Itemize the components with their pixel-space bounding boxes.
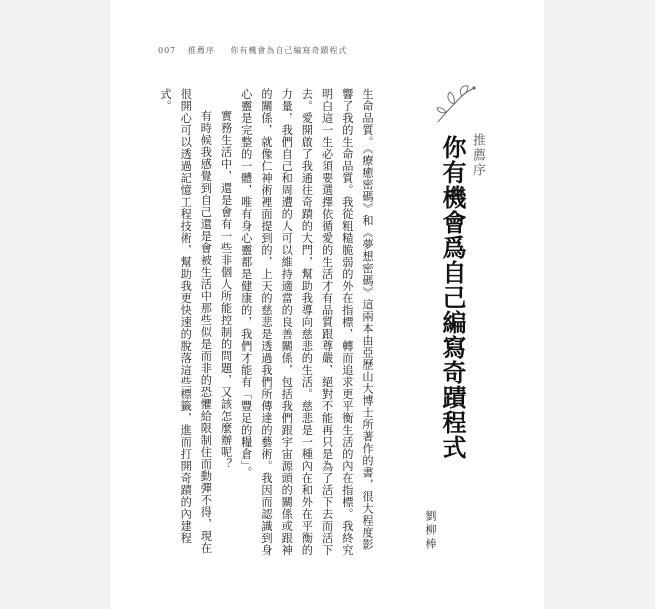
paragraph: 實務生活中，還是會有一些非個人所能控制的問題，又該怎麼辦呢？	[219, 110, 233, 471]
paragraph: 有時候我感覺到自己還是會被生活中那些似是而非的恐懼給限制住而動彈不得，現在很開心可以透過記憶工程技術，幫助我更快速的脫落這些標籤，進而打開奇蹟的內建程式。	[158, 88, 213, 555]
chapter-title: 你有機會爲自己編寫奇蹟程式	[438, 135, 467, 460]
book-title-1: 《療癒密碼》	[361, 148, 374, 215]
running-head-section: 推薦序	[187, 46, 215, 55]
paragraph-lead: 生命品質。	[361, 88, 374, 148]
book-title-2: 《夢想密碼》	[361, 226, 374, 299]
running-head-title: 你有機會為自己編寫奇蹟程式	[230, 46, 348, 55]
paragraph	[236, 88, 377, 558]
floral-ornament-icon	[432, 82, 480, 126]
book-page	[110, 0, 544, 609]
running-head	[158, 45, 347, 56]
section-label: 推薦序	[470, 133, 485, 178]
paragraph-mid: 和	[361, 214, 374, 227]
paragraph-tail: 這兩本由亞歷山大博士所著作的書，很大程度影響了我的生命品質。我從粗糙脆弱的外在指標，轉而追求更平衡生活的內在指標。我終究明白這一生必須要選擇依循愛的生活才有品質跟尊嚴，絕對不能再只是為了活下去而活下去。愛開啟了我通往奇蹟的大門，幫助我導向慈悲的生活。慈悲是一種內在和外在平衡的力量，我們自己和周遭的人可以維持適當的良善關係，包括我們跟宇宙源頭的關係或跟神的關係，就像仁神術裡面提到的，上天的慈悲是透過我們所傳達的藝術。我因而認識到身心靈是完整的一體，唯有身心靈都是健康的，我們才能有「豐足的糧倉」。	[239, 88, 374, 556]
body-text	[155, 88, 377, 558]
author-name: 劉柳棒	[424, 510, 437, 552]
page-number: 007	[158, 46, 177, 55]
